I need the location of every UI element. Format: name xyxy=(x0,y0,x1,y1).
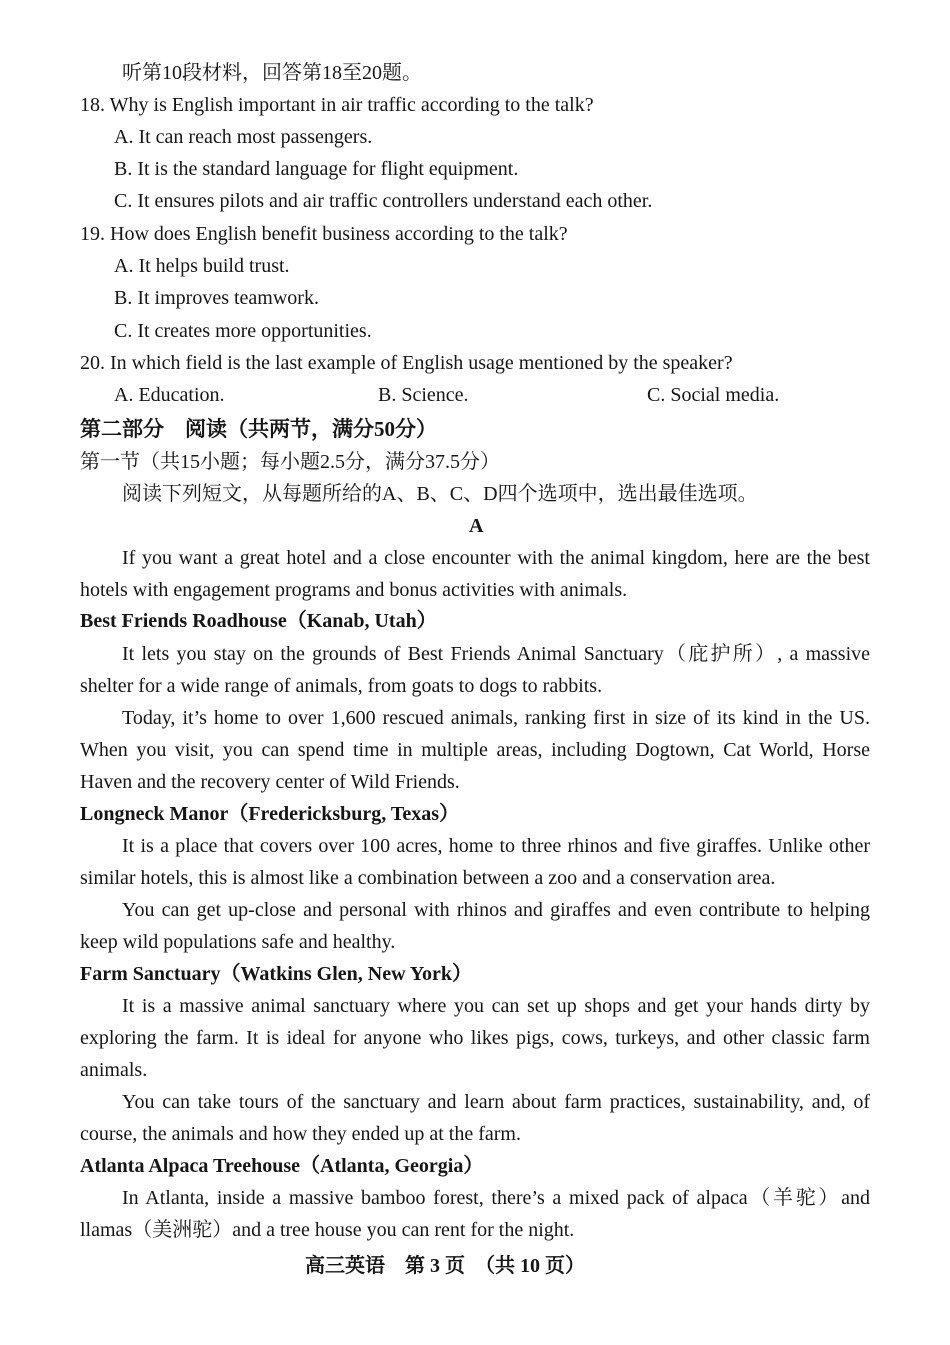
question-18-option-a: A. It can reach most passengers. xyxy=(114,126,373,148)
paragraph-line: It is a place that covers over 100 acres, home to three rhinos and five giraffes. Unlike other xyxy=(122,835,870,857)
paragraph-line: keep wild populations safe and healthy. xyxy=(80,931,396,953)
question-18-option-c: C. It ensures pilots and air traffic controllers understand each other. xyxy=(114,190,653,212)
paragraph-line: llamas（美洲驼）and a tree house you can rent for the night. xyxy=(80,1219,575,1241)
question-19-stem: 19. How does English benefit business according to the talk? xyxy=(80,223,568,245)
question-20-stem: 20. In which field is the last example of English usage mentioned by the speaker? xyxy=(80,352,733,374)
reading-directions: 阅读下列短文，从每题所给的A、B、C、D四个选项中，选出最佳选项。 xyxy=(122,483,758,505)
passage-label: A xyxy=(469,515,484,537)
listening-instruction: 听第10段材料，回答第18至20题。 xyxy=(122,62,422,84)
entry-title: Atlanta Alpaca Treehouse（Atlanta, Georgia） xyxy=(80,1155,484,1177)
paragraph-line: In Atlanta, inside a massive bamboo forest, there’s a mixed pack of alpaca（羊驼）and xyxy=(122,1187,870,1209)
paragraph-line: You can take tours of the sanctuary and learn about farm practices, sustainability, and, of xyxy=(122,1091,870,1113)
question-19-option-b: B. It improves teamwork. xyxy=(114,287,319,309)
paragraph-line: course, the animals and how they ended up at the farm. xyxy=(80,1123,521,1145)
entry-title: Longneck Manor（Fredericksburg, Texas） xyxy=(80,803,460,825)
question-18-stem: 18. Why is English important in air traffic according to the talk? xyxy=(80,94,594,116)
paragraph-line: When you visit, you can spend time in multiple areas, including Dogtown, Cat World, Horse xyxy=(80,739,870,761)
question-18-option-b: B. It is the standard language for flight equipment. xyxy=(114,158,519,180)
paragraph-line: Today, it’s home to over 1,600 rescued animals, ranking first in size of its kind in the US. xyxy=(122,707,870,729)
question-20-option-a: A. Education. xyxy=(114,384,225,406)
question-19-option-c: C. It creates more opportunities. xyxy=(114,320,372,342)
paragraph-line: You can get up-close and personal with rhinos and giraffes and even contribute to helping xyxy=(122,899,870,921)
question-20-option-b: B. Science. xyxy=(378,384,469,406)
paragraph-line: shelter for a wide range of animals, from goats to dogs to rabbits. xyxy=(80,675,603,697)
passage-intro-line: If you want a great hotel and a close encounter with the animal kingdom, here are the best xyxy=(122,547,870,569)
paragraph-line: similar hotels, this is almost like a combination between a zoo and a conservation area. xyxy=(80,867,776,889)
page-footer: 高三英语 第 3 页 （共 10 页） xyxy=(305,1255,585,1277)
section-heading: 第一节（共15小题；每小题2.5分，满分37.5分） xyxy=(80,451,500,473)
part-heading: 第二部分 阅读（共两节，满分50分） xyxy=(80,417,437,441)
passage-intro-line: hotels with engagement programs and bonus activities with animals. xyxy=(80,579,628,601)
paragraph-line: Haven and the recovery center of Wild Friends. xyxy=(80,771,460,793)
paragraph-line: animals. xyxy=(80,1059,148,1081)
entry-title: Best Friends Roadhouse（Kanab, Utah） xyxy=(80,610,437,632)
paragraph-line: exploring the farm. It is ideal for anyone who likes pigs, cows, turkeys, and other classic farm xyxy=(80,1027,870,1049)
question-20-option-c: C. Social media. xyxy=(647,384,780,406)
paragraph-line: It lets you stay on the grounds of Best Friends Animal Sanctuary（庇护所）, a massive xyxy=(122,643,870,665)
question-19-option-a: A. It helps build trust. xyxy=(114,255,290,277)
entry-title: Farm Sanctuary（Watkins Glen, New York） xyxy=(80,963,473,985)
paragraph-line: It is a massive animal sanctuary where you can set up shops and get your hands dirty by xyxy=(122,995,870,1017)
